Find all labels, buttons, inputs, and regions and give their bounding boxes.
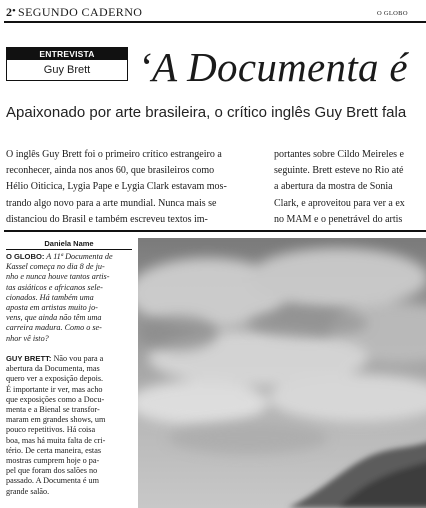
answer-line: maram em grandes shows, um [6,415,106,425]
question-line: nho e nunca houve tantos artis- [6,272,110,282]
answer-line: que exposições como a Docu- [6,394,105,404]
question-line: vens, que ainda não têm uma [6,313,102,323]
photo-image [138,238,426,508]
answer-line: menta e a Bienal se transfor- [6,405,100,415]
article-photo [138,238,426,508]
question-line: carreira madura. Como o se- [6,323,102,333]
interview-answer [6,354,134,497]
answer-line: boa, mas há muita falta de cri- [6,435,106,445]
byline: Daniela Name [44,239,94,248]
body-line: trando algo novo para a arte mundial. Nunca mais se [6,197,217,209]
body-line: no MAM e o penetrável do artis [274,213,403,225]
question-speaker: O GLOBO: [6,252,45,261]
answer-line: pouco repetitivos. Há coisa [6,425,96,435]
answer-line: grande salão. [6,486,50,496]
kicker-box [6,47,128,81]
answer-line: É importante ir ver, mas acho [6,384,103,394]
body-line: Clark, e aproveitou para ver a ex [274,197,405,209]
section-name: SEGUNDO CADERNO [18,5,143,19]
headline: ‘A Documenta é [138,44,408,90]
deck: Apaixonado por arte brasileira, o crítico inglês Guy Brett fala [6,104,407,121]
answer-line: passado. A Documenta é um [6,476,99,486]
answer-line: quero ver a exposição depois. [6,374,104,384]
kicker-label: ENTREVISTA [7,48,127,60]
question-line: cionados. Há também uma [6,292,94,302]
answer-line: pel que foram dos salões no [6,466,98,476]
answer-speaker: GUY BRETT: [6,354,52,363]
question-line: A 11ª Documenta de [46,252,113,261]
body-column-2 [274,147,426,228]
answer-line: tério. De certa maneira, estas [6,445,102,455]
question-line: aposta em artistas muito jo- [6,303,98,313]
body-line: O inglês Guy Brett foi o primeiro crítico estrangeiro a [6,149,222,160]
answer-line: Não vou para a [53,354,104,363]
newspaper-name: O GLOBO [377,10,408,17]
section-rule [4,230,426,232]
question-line: nhor vê isto? [6,333,49,343]
interview-question [6,252,134,344]
body-line: distanciou do Brasil e também escreveu textos im- [6,213,208,225]
masthead-rule [4,21,426,23]
question-line: Kassel começa no dia 8 de ju- [6,262,105,272]
masthead-separator: • [12,5,16,17]
body-line: seguinte. Brett esteve no Rio até [274,165,404,177]
body-line: portantes sobre Cildo Meireles e [274,149,404,160]
kicker-name: Guy Brett [43,64,91,76]
body-line: Hélio Oiticica, Lygia Pape e Lygia Clark estavam mos- [6,181,227,193]
body-line: reconhecer, ainda nos anos 60, que brasileiros como [6,165,215,177]
byline-rule [6,249,132,250]
question-line: tas asiáticos e africanos sele- [6,282,103,292]
answer-line: abertura da Documenta, mas [6,364,100,374]
answer-line: mostras cumprem hoje o pa- [6,456,100,466]
body-line: a abertura da mostra de Sonia [274,181,393,193]
body-column-1 [6,147,265,228]
page-number: 2 [6,5,12,19]
